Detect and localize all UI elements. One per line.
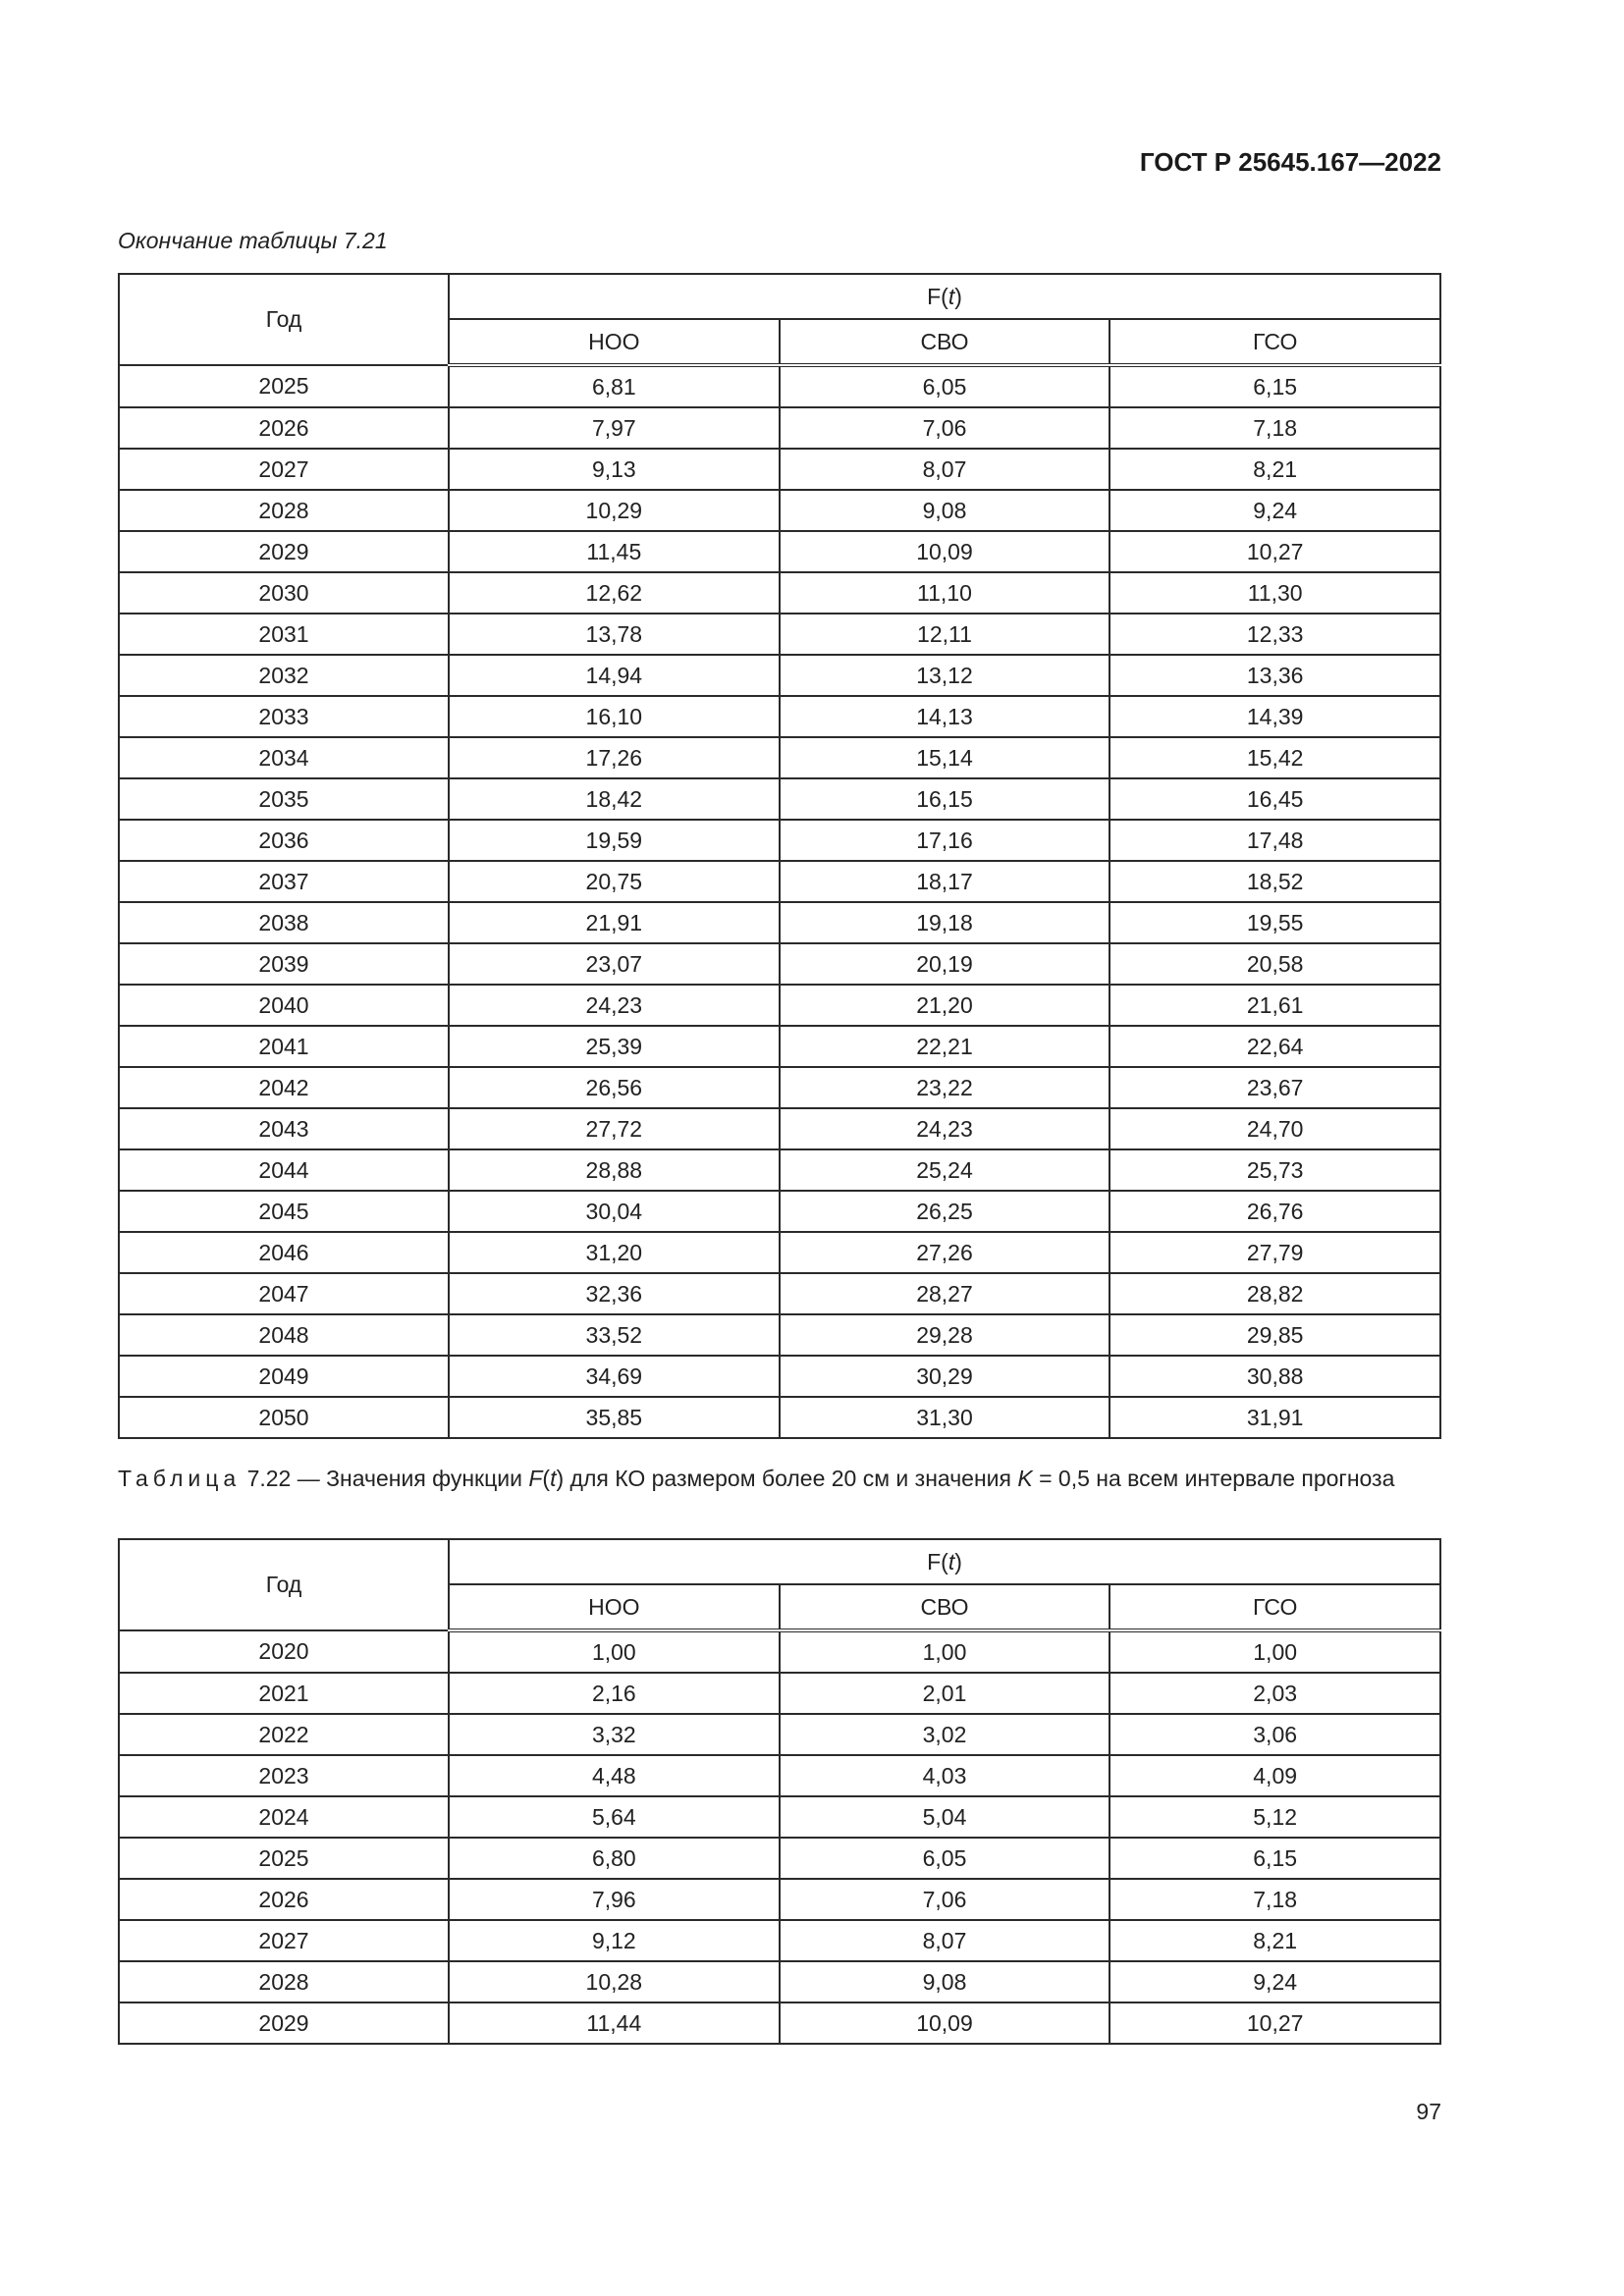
table-row (119, 737, 1440, 778)
cell-noo: 33,52 (449, 1314, 780, 1356)
caption-text: ) для КО размером более 20 см и значения (556, 1466, 1018, 1491)
cell-year: 2046 (119, 1232, 449, 1273)
table-row (119, 1796, 1440, 1838)
cell-svo: 8,07 (780, 1920, 1110, 1961)
table-row (119, 1108, 1440, 1149)
cell-gso: 4,09 (1110, 1755, 1440, 1796)
cell-noo: 3,32 (449, 1714, 780, 1755)
table-row (119, 531, 1440, 572)
table-row (119, 1314, 1440, 1356)
table-row (119, 655, 1440, 696)
cell-year: 2050 (119, 1397, 449, 1438)
cell-year: 2025 (119, 1838, 449, 1879)
function-header-part: ) (954, 283, 962, 309)
cell-noo: 7,97 (449, 407, 780, 449)
table-row (119, 1397, 1440, 1438)
cell-noo: 28,88 (449, 1149, 780, 1191)
table-row (119, 1356, 1440, 1397)
caption-text: 7.22 — Значения функции (241, 1466, 529, 1491)
table-row (119, 1755, 1440, 1796)
cell-year: 2020 (119, 1630, 449, 1673)
cell-gso: 17,48 (1110, 820, 1440, 861)
table-row (119, 1838, 1440, 1879)
cell-noo: 26,56 (449, 1067, 780, 1108)
cell-noo: 7,96 (449, 1879, 780, 1920)
caption-var-f: F (528, 1466, 543, 1491)
cell-svo: 29,28 (780, 1314, 1110, 1356)
caption-var-t: t (550, 1466, 557, 1491)
cell-gso: 8,21 (1110, 1920, 1440, 1961)
cell-gso: 20,58 (1110, 943, 1440, 985)
cell-svo: 12,11 (780, 614, 1110, 655)
table-row (119, 1149, 1440, 1191)
cell-gso: 7,18 (1110, 1879, 1440, 1920)
table-row (119, 985, 1440, 1026)
cell-svo: 17,16 (780, 820, 1110, 861)
cell-svo: 10,09 (780, 2002, 1110, 2044)
cell-noo: 5,64 (449, 1796, 780, 1838)
cell-svo: 22,21 (780, 1026, 1110, 1067)
cell-noo: 2,16 (449, 1673, 780, 1714)
table-row (119, 778, 1440, 820)
cell-gso: 18,52 (1110, 861, 1440, 902)
cell-noo: 24,23 (449, 985, 780, 1026)
function-header-part: ) (954, 1548, 962, 1575)
cell-gso: 14,39 (1110, 696, 1440, 737)
cell-noo: 12,62 (449, 572, 780, 614)
cell-gso: 27,79 (1110, 1232, 1440, 1273)
table-row (119, 1879, 1440, 1920)
cell-svo: 25,24 (780, 1149, 1110, 1191)
column-header-svo: СВО (780, 1584, 1110, 1630)
table-row (119, 696, 1440, 737)
cell-noo: 25,39 (449, 1026, 780, 1067)
cell-gso: 10,27 (1110, 531, 1440, 572)
document-id: ГОСТ Р 25645.167—2022 (1139, 147, 1441, 177)
cell-svo: 23,22 (780, 1067, 1110, 1108)
caption-text: ( (542, 1466, 551, 1491)
cell-year: 2030 (119, 572, 449, 614)
cell-year: 2040 (119, 985, 449, 1026)
table-row (119, 365, 1440, 407)
cell-gso: 28,82 (1110, 1273, 1440, 1314)
column-header-svo: СВО (780, 319, 1110, 365)
column-header-gso: ГСО (1110, 1584, 1440, 1630)
cell-svo: 28,27 (780, 1273, 1110, 1314)
caption-var-k: K (1017, 1466, 1033, 1491)
function-header-var: t (947, 1548, 955, 1575)
cell-svo: 18,17 (780, 861, 1110, 902)
cell-svo: 15,14 (780, 737, 1110, 778)
year-header: Год (119, 274, 449, 365)
cell-svo: 31,30 (780, 1397, 1110, 1438)
function-header-part: F( (927, 1548, 948, 1575)
cell-noo: 9,12 (449, 1920, 780, 1961)
table-row (119, 572, 1440, 614)
cell-year: 2037 (119, 861, 449, 902)
cell-gso: 19,55 (1110, 902, 1440, 943)
cell-year: 2029 (119, 531, 449, 572)
cell-gso: 6,15 (1110, 365, 1440, 407)
cell-year: 2045 (119, 1191, 449, 1232)
cell-noo: 35,85 (449, 1397, 780, 1438)
cell-noo: 4,48 (449, 1755, 780, 1796)
column-header-noo: НОО (449, 319, 780, 365)
cell-gso: 26,76 (1110, 1191, 1440, 1232)
cell-noo: 20,75 (449, 861, 780, 902)
cell-noo: 32,36 (449, 1273, 780, 1314)
column-header-gso: ГСО (1110, 319, 1440, 365)
cell-year: 2029 (119, 2002, 449, 2044)
cell-svo: 7,06 (780, 407, 1110, 449)
cell-year: 2033 (119, 696, 449, 737)
table-body (119, 1630, 1440, 2044)
cell-svo: 9,08 (780, 490, 1110, 531)
cell-gso: 22,64 (1110, 1026, 1440, 1067)
cell-gso: 31,91 (1110, 1397, 1440, 1438)
cell-gso: 8,21 (1110, 449, 1440, 490)
cell-noo: 9,13 (449, 449, 780, 490)
cell-svo: 11,10 (780, 572, 1110, 614)
cell-noo: 18,42 (449, 778, 780, 820)
cell-year: 2023 (119, 1755, 449, 1796)
cell-year: 2043 (119, 1108, 449, 1149)
cell-year: 2021 (119, 1673, 449, 1714)
cell-svo: 4,03 (780, 1755, 1110, 1796)
cell-gso: 2,03 (1110, 1673, 1440, 1714)
cell-year: 2034 (119, 737, 449, 778)
table-title-7-22 (118, 1463, 1441, 1494)
cell-gso: 7,18 (1110, 407, 1440, 449)
cell-svo: 2,01 (780, 1673, 1110, 1714)
cell-gso: 10,27 (1110, 2002, 1440, 2044)
cell-svo: 16,15 (780, 778, 1110, 820)
cell-svo: 27,26 (780, 1232, 1110, 1273)
cell-year: 2031 (119, 614, 449, 655)
cell-svo: 7,06 (780, 1879, 1110, 1920)
table-row (119, 1191, 1440, 1232)
caption-text: = 0,5 на всем интервале прогноза (1032, 1466, 1395, 1491)
cell-svo: 3,02 (780, 1714, 1110, 1755)
cell-year: 2042 (119, 1067, 449, 1108)
cell-noo: 19,59 (449, 820, 780, 861)
cell-noo: 6,80 (449, 1838, 780, 1879)
function-table-7-21 (118, 273, 1441, 1439)
cell-svo: 24,23 (780, 1108, 1110, 1149)
cell-noo: 10,29 (449, 490, 780, 531)
table-row (119, 614, 1440, 655)
cell-year: 2048 (119, 1314, 449, 1356)
cell-svo: 21,20 (780, 985, 1110, 1026)
table-row (119, 490, 1440, 531)
cell-gso: 3,06 (1110, 1714, 1440, 1755)
table-row (119, 902, 1440, 943)
cell-gso: 1,00 (1110, 1630, 1440, 1673)
cell-gso: 11,30 (1110, 572, 1440, 614)
table-row (119, 943, 1440, 985)
cell-svo: 30,29 (780, 1356, 1110, 1397)
table-body (119, 365, 1440, 1438)
cell-svo: 14,13 (780, 696, 1110, 737)
cell-gso: 16,45 (1110, 778, 1440, 820)
cell-year: 2035 (119, 778, 449, 820)
cell-gso: 21,61 (1110, 985, 1440, 1026)
table-row (119, 449, 1440, 490)
cell-year: 2036 (119, 820, 449, 861)
cell-year: 2027 (119, 1920, 449, 1961)
cell-year: 2032 (119, 655, 449, 696)
cell-noo: 23,07 (449, 943, 780, 985)
cell-year: 2027 (119, 449, 449, 490)
table-row (119, 1920, 1440, 1961)
cell-noo: 11,45 (449, 531, 780, 572)
function-group-header (449, 274, 1440, 319)
cell-noo: 13,78 (449, 614, 780, 655)
cell-svo: 8,07 (780, 449, 1110, 490)
function-header-part: F( (927, 283, 948, 309)
cell-gso: 12,33 (1110, 614, 1440, 655)
table-row (119, 407, 1440, 449)
cell-noo: 10,28 (449, 1961, 780, 2002)
table-row (119, 1673, 1440, 1714)
cell-noo: 34,69 (449, 1356, 780, 1397)
cell-gso: 29,85 (1110, 1314, 1440, 1356)
cell-svo: 19,18 (780, 902, 1110, 943)
function-table-7-22 (118, 1538, 1441, 2045)
cell-gso: 6,15 (1110, 1838, 1440, 1879)
cell-year: 2049 (119, 1356, 449, 1397)
cell-year: 2024 (119, 1796, 449, 1838)
cell-year: 2044 (119, 1149, 449, 1191)
cell-gso: 9,24 (1110, 1961, 1440, 2002)
table-row (119, 1630, 1440, 1673)
function-group-header (449, 1539, 1440, 1584)
table-continuation-caption: Окончание таблицы 7.21 (118, 228, 388, 253)
cell-gso: 30,88 (1110, 1356, 1440, 1397)
cell-svo: 6,05 (780, 1838, 1110, 1879)
cell-year: 2026 (119, 1879, 449, 1920)
cell-gso: 15,42 (1110, 737, 1440, 778)
cell-noo: 1,00 (449, 1630, 780, 1673)
cell-year: 2028 (119, 490, 449, 531)
cell-noo: 14,94 (449, 655, 780, 696)
table-row (119, 1961, 1440, 2002)
cell-gso: 24,70 (1110, 1108, 1440, 1149)
cell-noo: 11,44 (449, 2002, 780, 2044)
cell-gso: 23,67 (1110, 1067, 1440, 1108)
table-label: Таблица (118, 1466, 242, 1491)
cell-gso: 25,73 (1110, 1149, 1440, 1191)
table-row (119, 2002, 1440, 2044)
cell-year: 2038 (119, 902, 449, 943)
cell-svo: 26,25 (780, 1191, 1110, 1232)
cell-svo: 10,09 (780, 531, 1110, 572)
cell-svo: 20,19 (780, 943, 1110, 985)
table-row (119, 861, 1440, 902)
cell-year: 2047 (119, 1273, 449, 1314)
cell-year: 2026 (119, 407, 449, 449)
cell-noo: 30,04 (449, 1191, 780, 1232)
page-number: 97 (1416, 2099, 1441, 2124)
table-row (119, 1273, 1440, 1314)
cell-svo: 6,05 (780, 365, 1110, 407)
table-row (119, 1714, 1440, 1755)
cell-year: 2028 (119, 1961, 449, 2002)
cell-noo: 17,26 (449, 737, 780, 778)
cell-gso: 5,12 (1110, 1796, 1440, 1838)
year-header: Год (119, 1539, 449, 1630)
cell-year: 2022 (119, 1714, 449, 1755)
cell-svo: 1,00 (780, 1630, 1110, 1673)
cell-year: 2025 (119, 365, 449, 407)
cell-noo: 21,91 (449, 902, 780, 943)
column-header-noo: НОО (449, 1584, 780, 1630)
cell-svo: 5,04 (780, 1796, 1110, 1838)
cell-year: 2039 (119, 943, 449, 985)
table-row (119, 1232, 1440, 1273)
function-header-var: t (947, 283, 955, 309)
cell-noo: 16,10 (449, 696, 780, 737)
table-row (119, 1026, 1440, 1067)
cell-noo: 6,81 (449, 365, 780, 407)
cell-gso: 9,24 (1110, 490, 1440, 531)
table-row (119, 1067, 1440, 1108)
cell-noo: 31,20 (449, 1232, 780, 1273)
cell-gso: 13,36 (1110, 655, 1440, 696)
cell-year: 2041 (119, 1026, 449, 1067)
cell-svo: 13,12 (780, 655, 1110, 696)
cell-noo: 27,72 (449, 1108, 780, 1149)
table-row (119, 820, 1440, 861)
cell-svo: 9,08 (780, 1961, 1110, 2002)
